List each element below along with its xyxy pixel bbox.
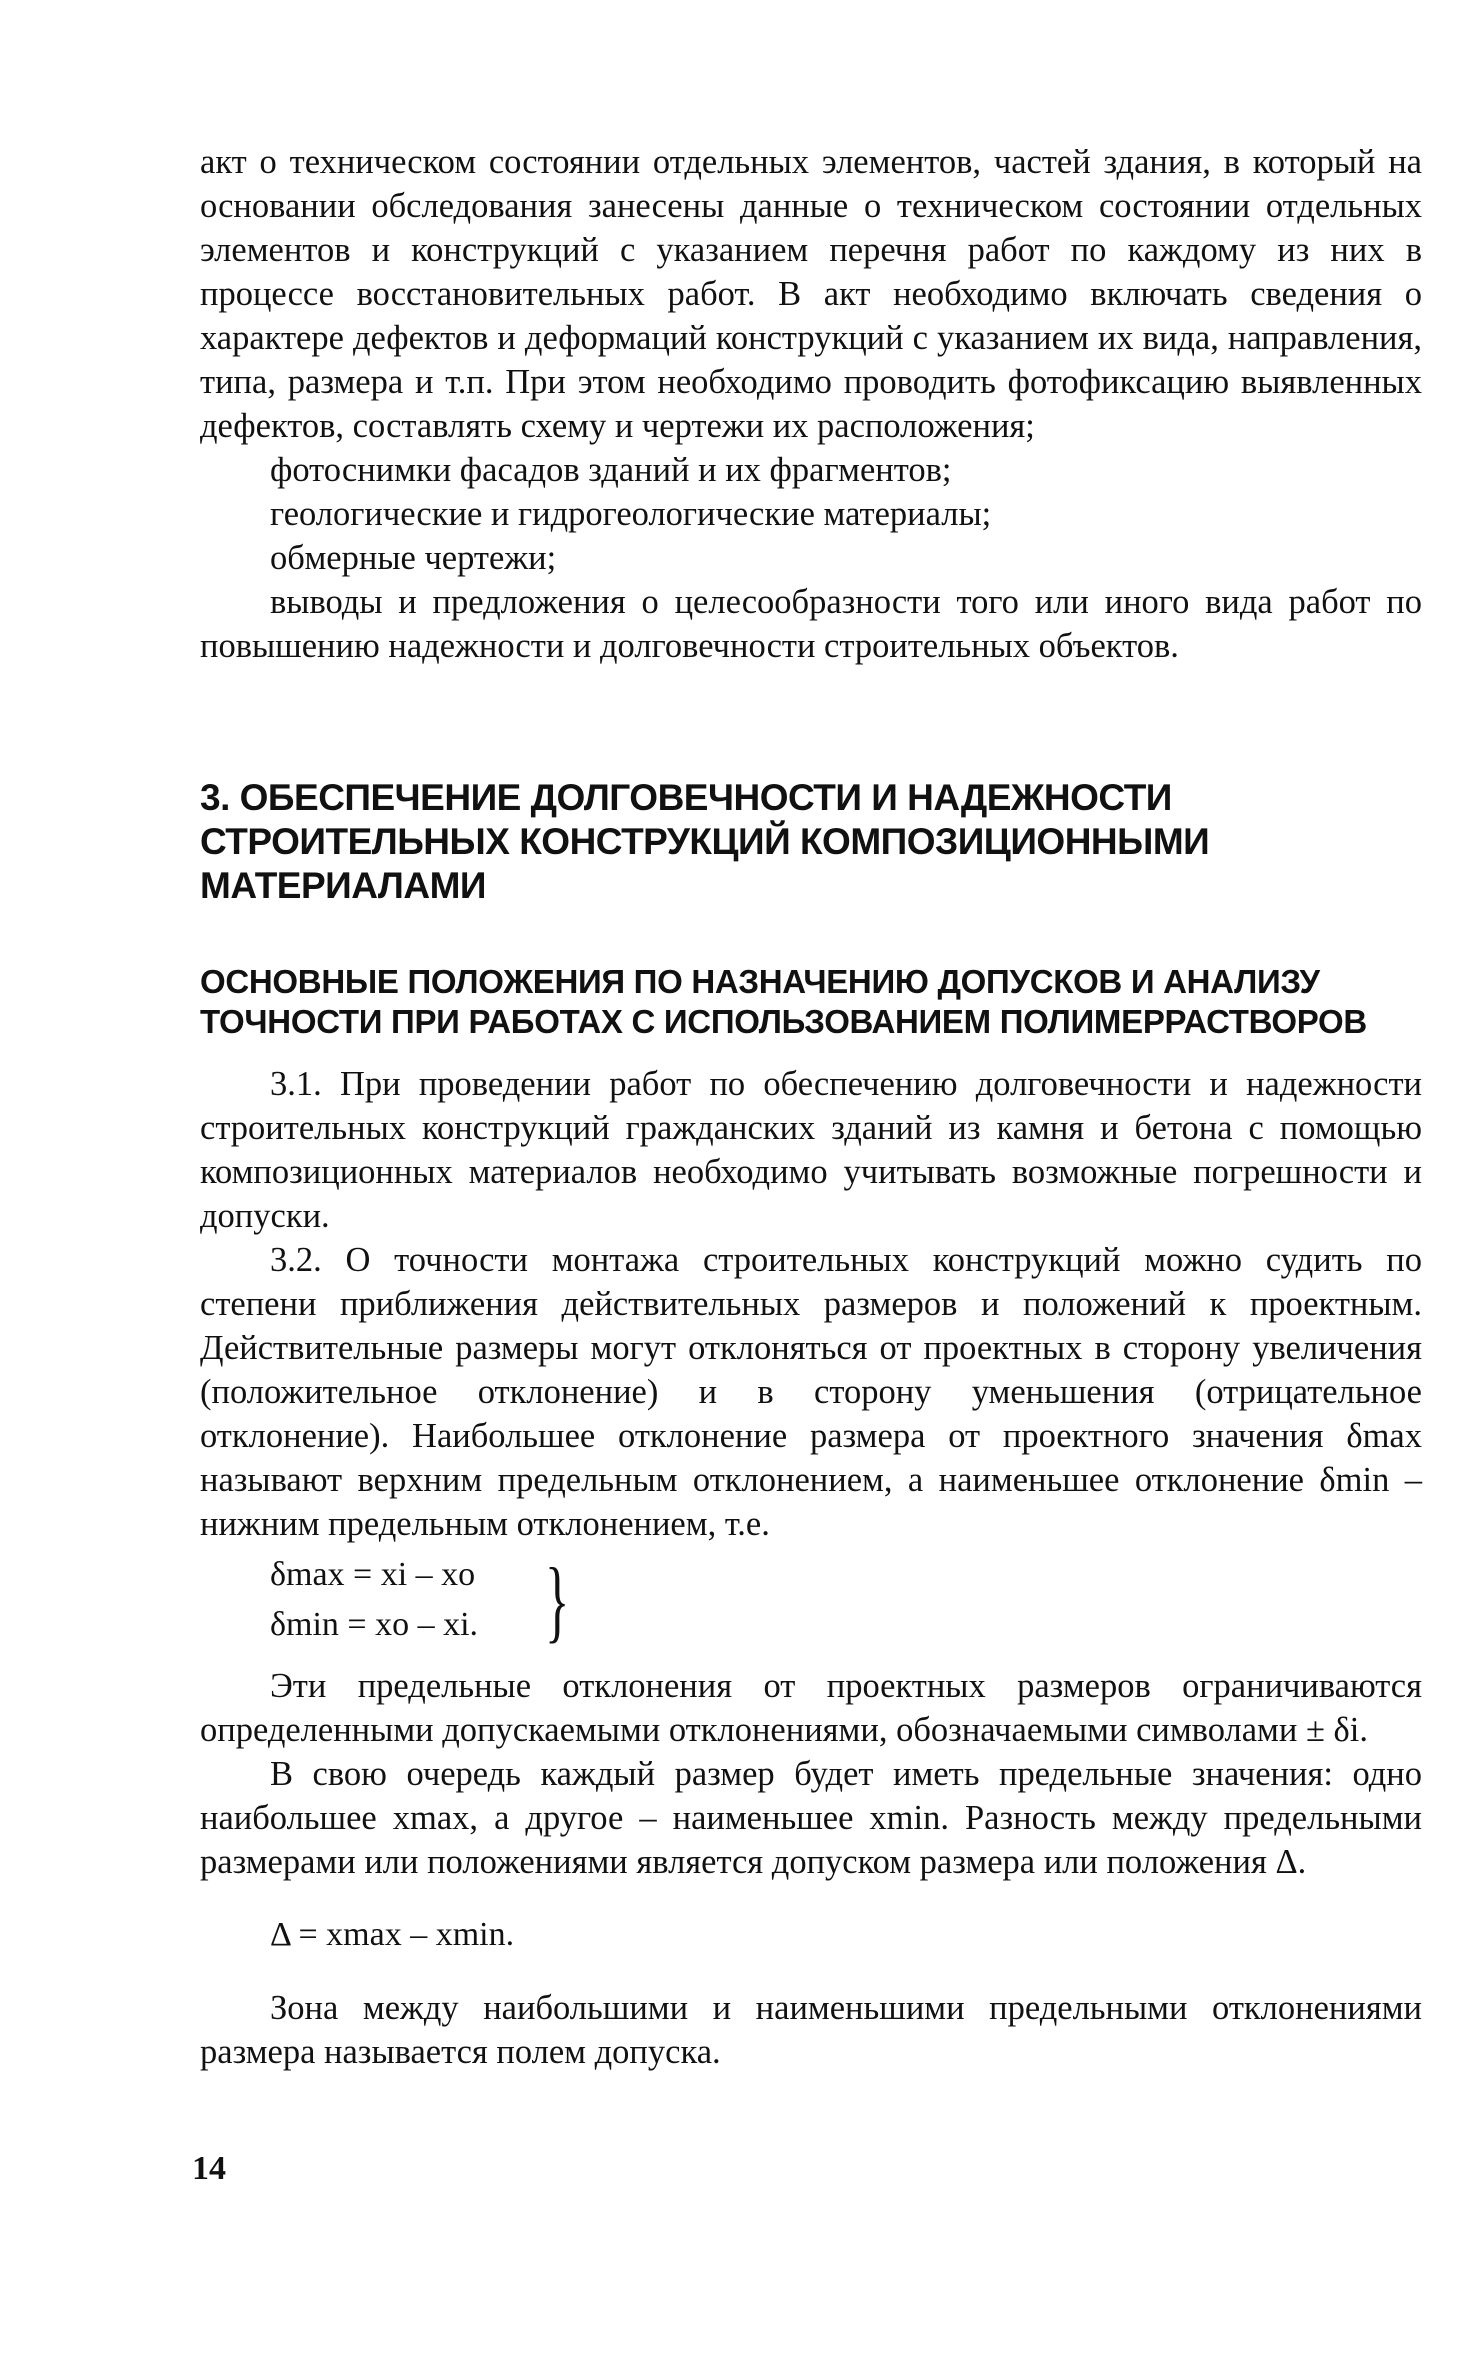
paragraph-limits: Эти предельные отклонения от проектных размеров ограничиваются определенными допускаемыми отклонениями, обозначаемыми символами ± δi. — [200, 1667, 1422, 1749]
page-body — [200, 140, 1422, 2074]
page-number: 14 — [192, 2150, 226, 2187]
paragraph-3-1: 3.1. При проведении работ по обеспечению долговечности и надежности строительных конструкций гражданских зданий из камня и бетона с помощью композиционных материалов необходимо учитывать возможные погрешности и допуски. — [200, 1065, 1422, 1235]
paragraph-tolerance-zone: Зона между наибольшими и наименьшими предельными отклонениями размера называется полем допуска. — [200, 1989, 1422, 2071]
list-item: обмерные чертежи; — [270, 539, 557, 577]
list-item: фотоснимки фасадов зданий и их фрагментов; — [270, 451, 952, 489]
formula-line-max: δmax = xi – xo — [270, 1556, 476, 1593]
paragraph-3-2: 3.2. О точности монтажа строительных конструкций можно судить по степени приближения действительных размеров и положений к проектным. Действительные размеры могут отклоняться от проектных в сторону увеличения (положительное отклонение) и в сторону уменьшения (отрицательное отклонение). Наибольшее отклонение размера от проектного значения δmax называют верхним предельным отклонением, а наименьшее отклонение δmin – нижним предельным отклонением, т.е. — [200, 1241, 1422, 1543]
right-brace-icon: } — [545, 1549, 570, 1651]
subsection-title: ОСНОВНЫЕ ПОЛОЖЕНИЯ ПО НАЗНАЧЕНИЮ ДОПУСКОВ И АНАЛИЗУ ТОЧНОСТИ ПРИ РАБОТАХ С ИСПОЛЬЗОВАНИЕМ ПОЛИМЕРРАСТВОРОВ — [200, 963, 1367, 1040]
paragraph-limit-values: В свою очередь каждый размер будет иметь предельные значения: одно наибольшее xmax, а другое – наименьшее xmin. Разность между предельными размерами или положениями является допуском размера или положения Δ. — [200, 1755, 1422, 1881]
formula-line-min: δmin = xo – xi. — [270, 1606, 479, 1643]
section-title: 3. ОБЕСПЕЧЕНИЕ ДОЛГОВЕЧНОСТИ И НАДЕЖНОСТИ СТРОИТЕЛЬНЫХ КОНСТРУКЦИЙ КОМПОЗИЦИОННЫМИ МАТЕРИАЛАМИ — [200, 777, 1210, 906]
deviation-formula — [200, 1549, 1422, 1656]
intro-paragraph: акт о техническом состоянии отдельных элементов, частей здания, в который на основании обследования занесены данные о техническом состоянии отдельных элементов и конструкций с указанием перечня работ по каждому из них в процессе восстановительных работ. В акт необходимо включать сведения о характере дефектов и деформаций конструкций с указанием их вида, направления, типа, размера и т.п. При этом необходимо проводить фотофиксацию выявленных дефектов, составлять схему и чертежи их расположения; — [200, 143, 1422, 445]
list-item: выводы и предложения о целесообразности того или иного вида работ по повышению надежности и долговечности строительных объектов. — [200, 583, 1422, 665]
tolerance-formula: Δ = xmax – xmin. — [270, 1916, 515, 1953]
list-item: геологические и гидрогеологические материалы; — [270, 495, 992, 533]
